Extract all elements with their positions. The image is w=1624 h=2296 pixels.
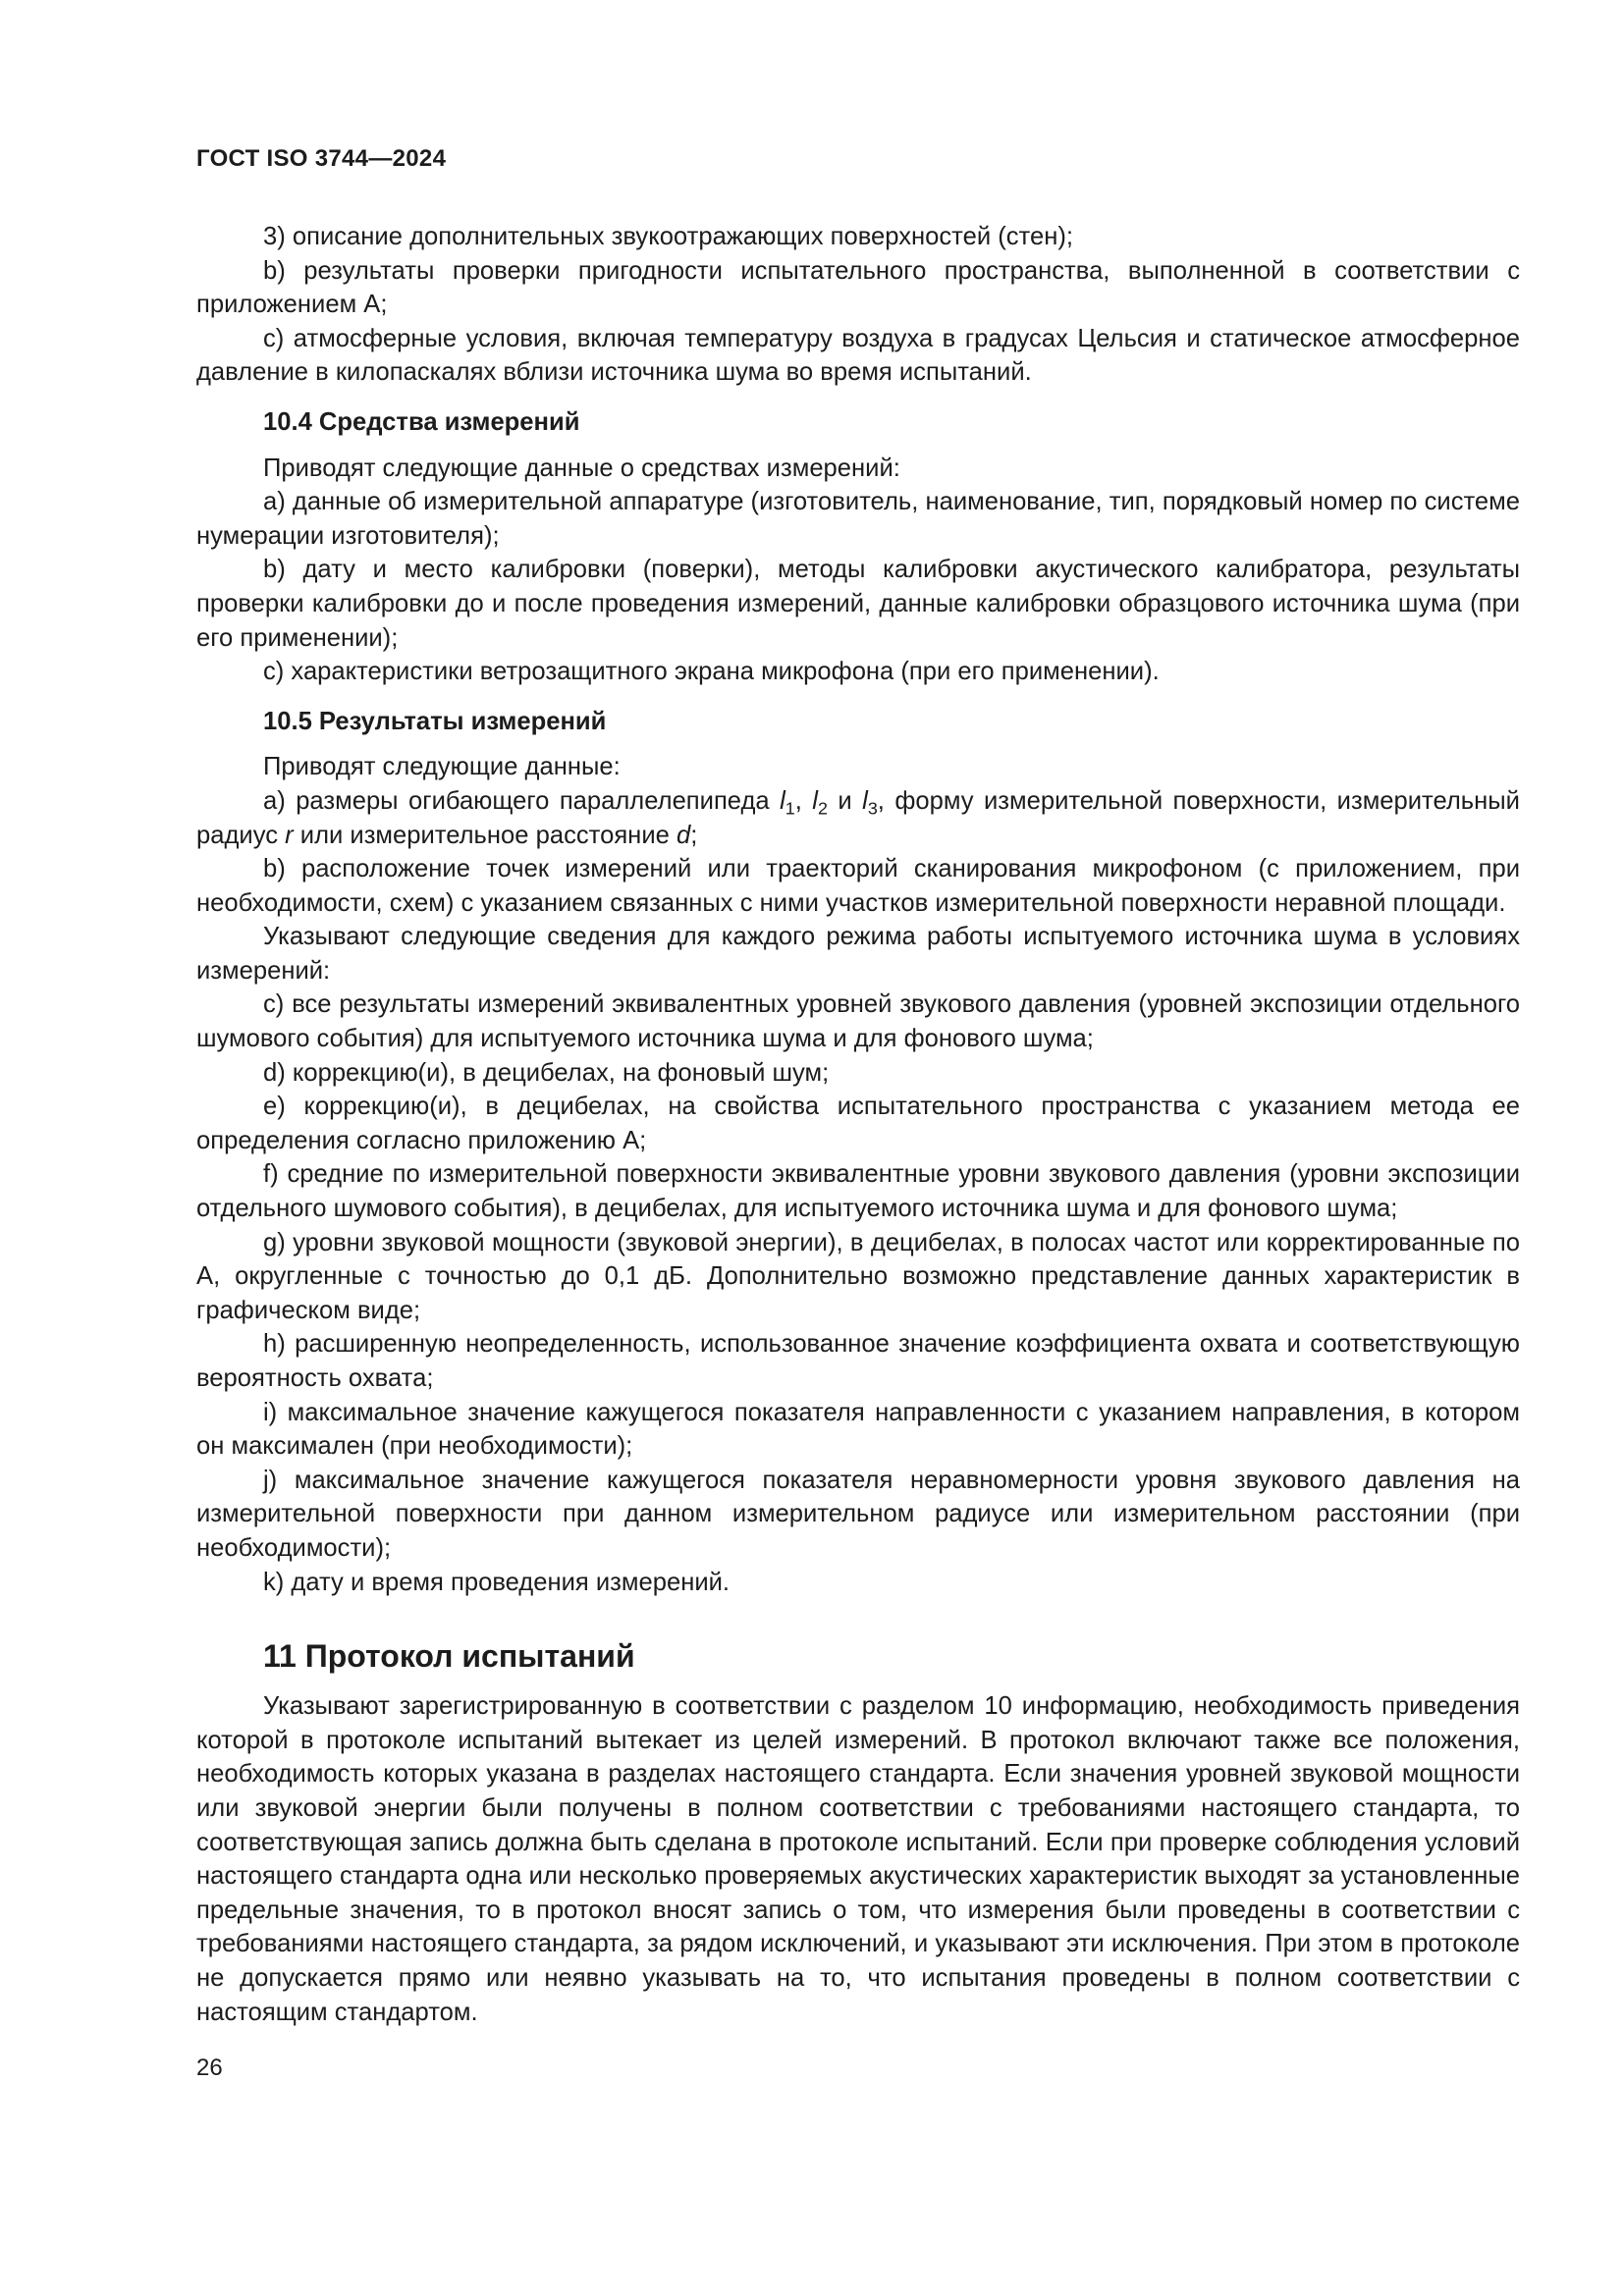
section-10-4-item-b: b) дату и место калибровки (поверки), методы калибровки акустического калибратора, результаты проверки калибровки до и после проведения измерений, данные калибровки образцового источника шума (при его применении); — [196, 556, 1520, 652]
section-10-5-item-i: i) максимальное значение кажущегося показателя направленности с указанием направления, в котором он максимален (при необходимости); — [196, 1398, 1520, 1461]
document-id-header: ГОСТ ISO 3744—2024 — [196, 145, 447, 172]
section-10-4-intro: Приводят следующие данные о средствах измерений: — [263, 454, 900, 482]
section-10-5-item-f: f) средние по измерительной поверхности эквивалентные уровни звукового давления (уровни экспозиции отдельного шумового события), в децибелах, для испытуемого источника шума и для фонового шума; — [196, 1160, 1520, 1223]
section-10-5-heading: 10.5 Результаты измерений — [263, 707, 607, 735]
intro-item-b: b) результаты проверки пригодности испытательного пространства, выполненной в соответствии с приложением А; — [196, 256, 1520, 319]
section-11-heading: 11 Протокол испытаний — [263, 1638, 635, 1675]
section-10-5-item-c: c) все результаты измерений эквивалентных уровней звукового давления (уровней экспозиции отдельного шумового события) для испытуемого источника шума и для фонового шума; — [196, 990, 1520, 1053]
section-10-5-item-d: d) коррекцию(и), в децибелах, на фоновый шум; — [263, 1058, 830, 1087]
section-10-4-heading: 10.4 Средства измерений — [263, 407, 580, 436]
section-10-5-item-j: j) максимальное значение кажущегося показателя неравномерности уровня звукового давления на измерительной поверхности при данном измерительном радиусе или измерительном расстоянии (при необходимости); — [196, 1466, 1520, 1562]
document-page — [196, 145, 1520, 2082]
section-10-5-item-g: g) уровни звуковой мощности (звуковой энергии), в децибелах, в полосах частот или корректированные по А, округленные с точностью до 0,1 дБ. Дополнительно возможно представление данных характеристик в графическом виде; — [196, 1228, 1520, 1324]
section-10-4-item-c: c) характеристики ветрозащитного экрана микрофона (при его применении). — [263, 658, 1160, 686]
section-10-5-item-a: а) размеры огибающего параллелепипеда $l_1$, $l_2$ и $l_3$, форму измерительной поверхности, измерительный радиус r или измерительное расстояние d; — [196, 786, 1520, 849]
section-11-body: Указывают зарегистрированную в соответствии с разделом 10 информацию, необходимость приведения которой в протоколе испытаний вытекает из целей измерений. В протокол включают также все положения, необходимость которых указана в разделах настоящего стандарта. Если значения уровней звуковой мощности или звуковой энергии были получены в полном соответствии с требованиями настоящего стандарта, то соответствующая запись должна быть сделана в протоколе испытаний. Если при проверке соблюдения условий настоящего стандарта одна или несколько проверяемых акустических характеристик выходят за установленные предельные значения, то в протокол вносят запись о том, что измерения были проведены в соответствии с требованиями настоящего стандарта, за рядом исключений, и указывают эти исключения. При этом в протоколе не допускается прямо или неявно указывать на то, что испытания проведены в полном соответствии с настоящим стандартом. — [196, 1692, 1520, 2026]
section-10-5-intro: Приводят следующие данные: — [263, 753, 621, 781]
section-10-5-item-b: b) расположение точек измерений или траекторий сканирования микрофоном (с приложением, при необходимости, схем) с указанием связанных с ними участков измерительной поверхности неравной площади. — [196, 855, 1520, 917]
section-10-5-item-h: h) расширенную неопределенность, использованное значение коэффициента охвата и соответствующую вероятность охвата; — [196, 1330, 1520, 1392]
section-10-4-item-a: а) данные об измерительной аппаратуре (изготовитель, наименование, тип, порядковый номер по системе нумерации изготовителя); — [196, 488, 1520, 550]
intro-item-c: c) атмосферные условия, включая температуру воздуха в градусах Цельсия и статическое атмосферное давление в килопаскалях вблизи источника шума во время испытаний. — [196, 324, 1520, 387]
section-10-5-conditions-intro: Указывают следующие сведения для каждого режима работы испытуемого источника шума в условиях измерений: — [196, 923, 1520, 985]
section-10-5-item-e: e) коррекцию(и), в децибелах, на свойства испытательного пространства с указанием метода ее определения согласно приложению А; — [196, 1093, 1520, 1154]
section-10-5-item-k: k) дату и время проведения измерений. — [263, 1568, 731, 1596]
intro-item-3: 3) описание дополнительных звукоотражающих поверхностей (стен); — [263, 223, 1073, 250]
page-number: 26 — [196, 2055, 223, 2082]
